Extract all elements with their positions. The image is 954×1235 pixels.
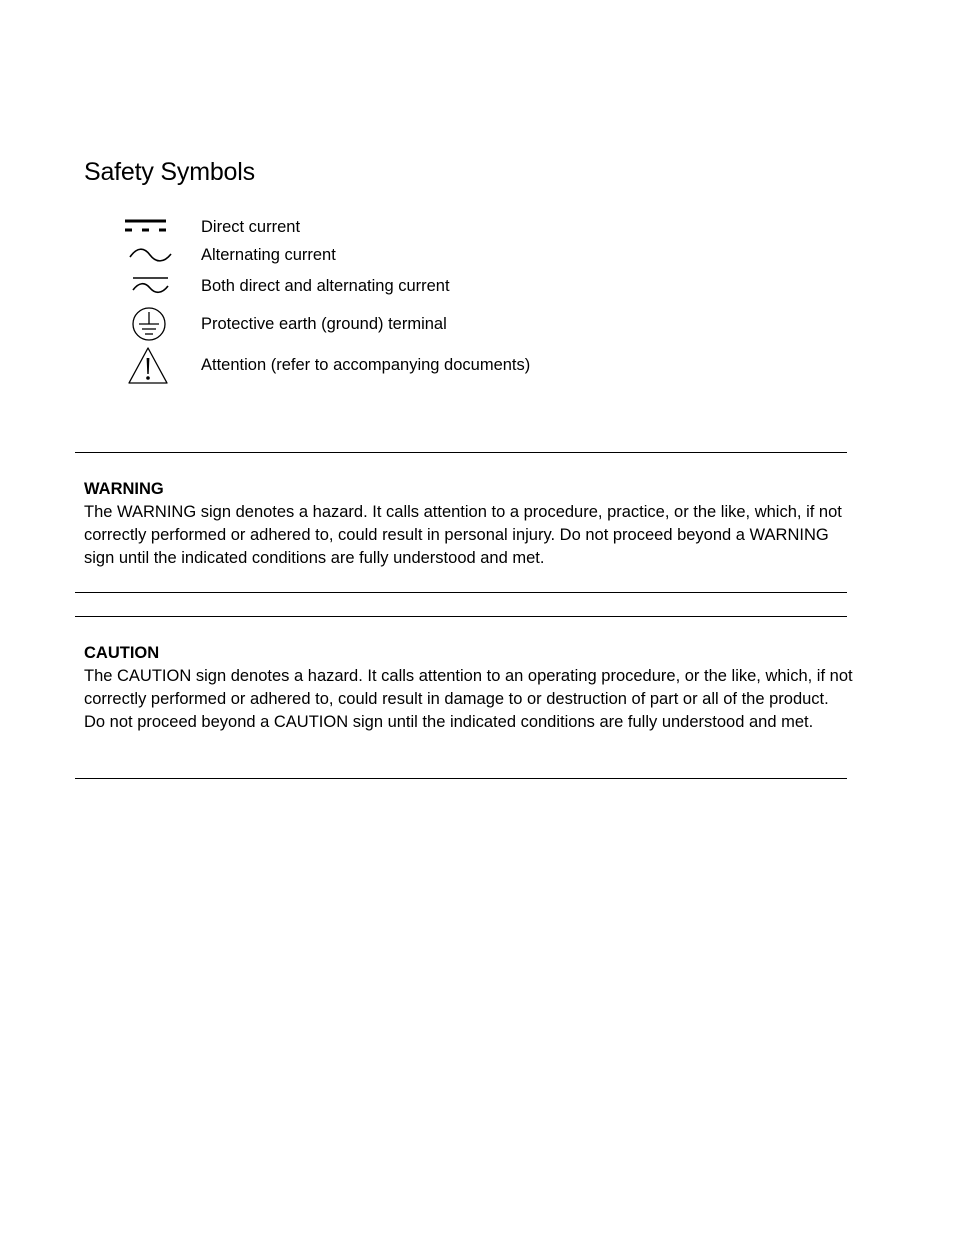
warning-notice [84, 478, 854, 570]
symbol-row-protective-earth [120, 306, 720, 346]
attention-triangle-icon [120, 346, 176, 386]
warning-heading: WARNING [84, 480, 164, 498]
protective-earth-icon [120, 306, 176, 346]
caution-notice [84, 642, 854, 734]
caution-bottom-rule [75, 778, 847, 779]
caution-top-rule [75, 616, 847, 617]
symbol-label-attention: Attention (refer to accompanying documents) [201, 356, 531, 374]
symbol-label-protective-earth: Protective earth (ground) terminal [201, 315, 447, 333]
symbol-label-alternating-current: Alternating current [201, 246, 336, 264]
warning-text: The WARNING sign denotes a hazard. It calls attention to a procedure, practice, or the like, which, if not correctly performed or adhered to, could result in personal injury. Do not proceed beyond a WARNING sign until the indicated conditions are fully understood and met. [84, 503, 842, 567]
warning-top-rule [75, 452, 847, 453]
caution-heading: CAUTION [84, 644, 160, 662]
symbol-label-both-current: Both direct and alternating current [201, 277, 450, 295]
page-title: Safety Symbols [84, 158, 255, 186]
symbol-row-attention [120, 346, 720, 386]
warning-bottom-rule [75, 592, 847, 593]
caution-text: The CAUTION sign denotes a hazard. It calls attention to an operating procedure, or the like, which, if not correctly performed or adhered to, could result in damage to or destruction of part or all of the product. Do not proceed beyond a CAUTION sign until the indicated conditions are fully understood and met. [84, 667, 853, 731]
symbol-label-direct-current: Direct current [201, 218, 301, 236]
